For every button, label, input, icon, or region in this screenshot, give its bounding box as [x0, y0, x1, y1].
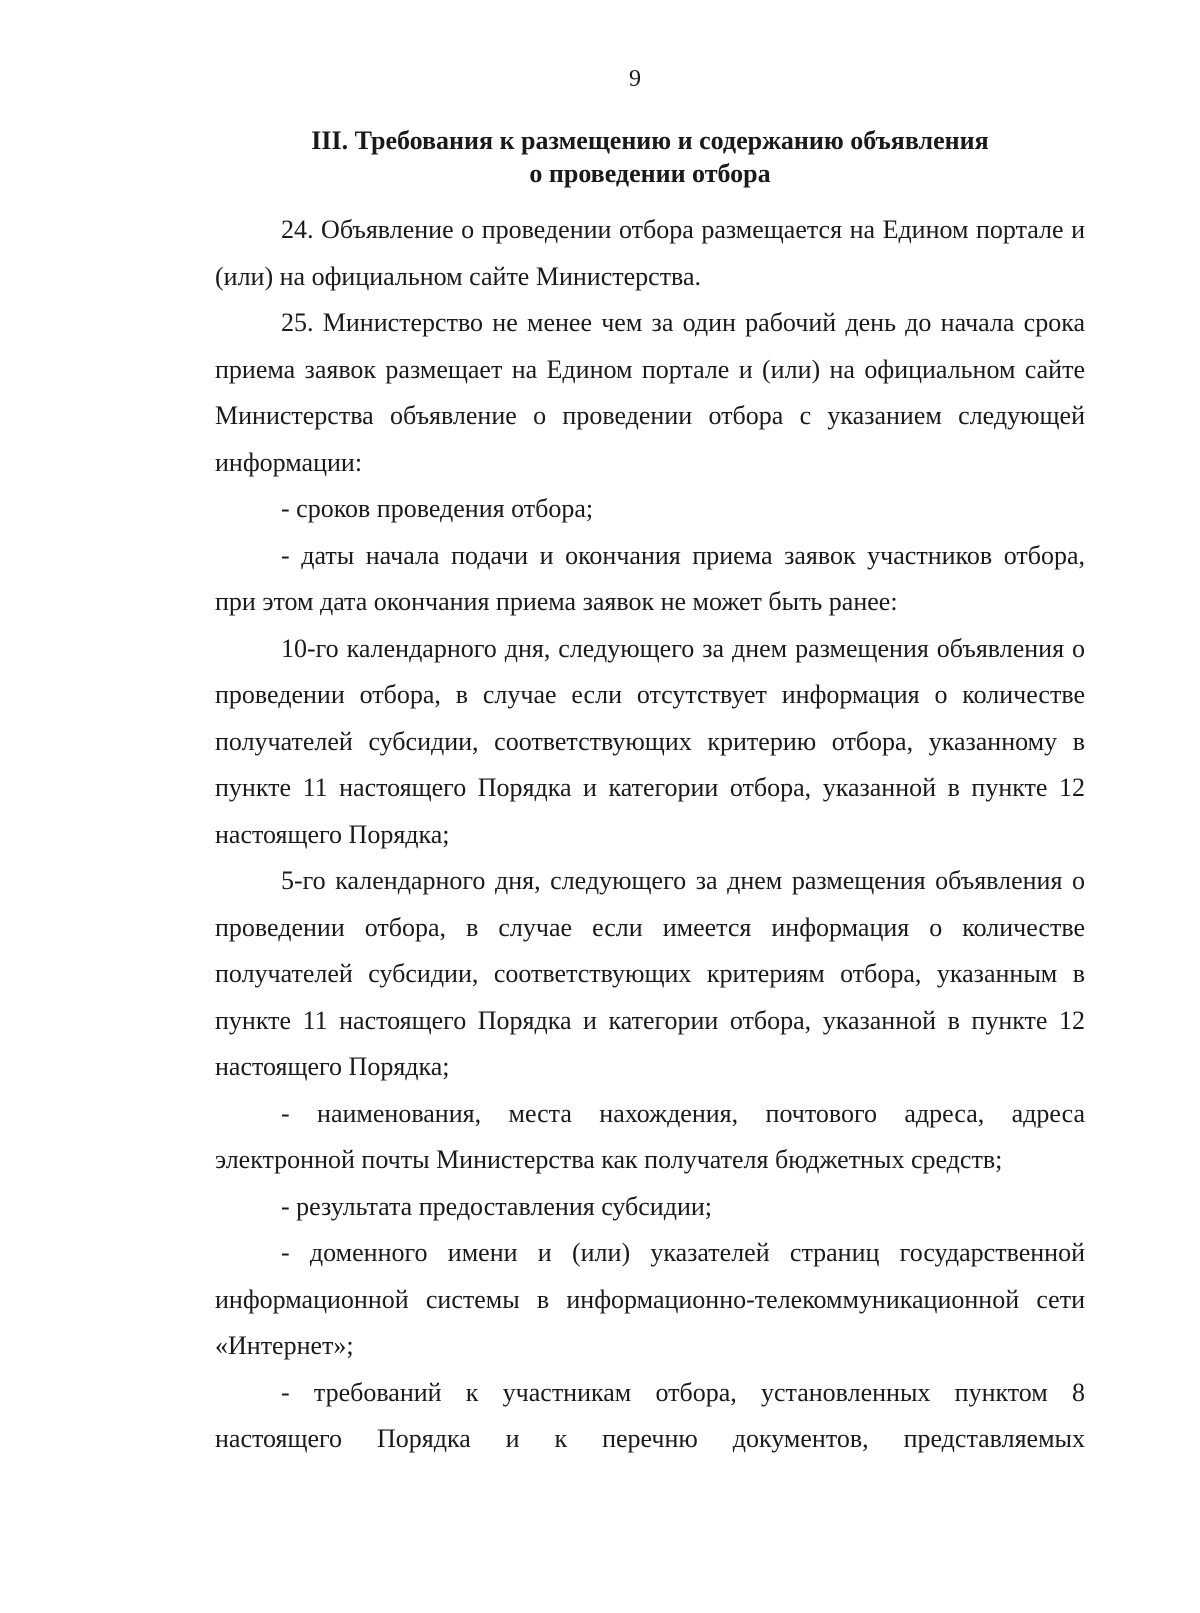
list-item-selection-period: - сроков проведения отбора; — [281, 494, 594, 523]
section-heading-line-1: III. Требования к размещению и содержанию объявления — [311, 126, 989, 155]
list-item-participant-requirements: - требований к участникам отбора, установленных пунктом 8 настоящего Порядка и к перечню документов, представляемых — [215, 1377, 1085, 1453]
sub-item-5th-day: 5-го календарного дня, следующего за днем размещения объявления о проведении отбора, в случае если имеется информация о количестве получателей субсидии, соответствующих критериям отбора, указанным в пункте 11 настоящего Порядка и категории отбора, указанной в пункте 12 настоящего Порядка; — [215, 866, 1085, 1081]
page-number: 9 — [629, 66, 641, 92]
section-heading — [215, 124, 1085, 190]
list-item-subsidy-result: - результата предоставления субсидии; — [281, 1191, 713, 1221]
sub-item-10th-day: 10-го календарного дня, следующего за днем размещения объявления о проведении отбора, в случае если отсутствует информация о количестве получателей субсидии, соответствующих критерию отбора, указанному в пункте 11 настоящего Порядка и категории отбора, указанной в пункте 12 настоящего Порядка; — [215, 633, 1085, 849]
section-heading-line-2: о проведении отбора — [529, 159, 771, 188]
list-item-application-dates: - даты начала подачи и окончания приема заявок участников отбора, при этом дата окончания приема заявок не может быть ранее: — [215, 540, 1085, 616]
document-body — [215, 207, 1085, 1463]
list-item-domain-name: - доменного имени и (или) указателей страниц государственной информационной системы в информационно-телекоммуникационной сети «Интернет»; — [215, 1238, 1085, 1360]
paragraph-25: 25. Министерство не менее чем за один рабочий день до начала срока приема заявок размещает на Едином портале и (или) на официальном сайте Министерства объявление о проведении отбора с указанием следующей информации: — [215, 308, 1085, 477]
list-item-ministry-details: - наименования, места нахождения, почтового адреса, адреса электронной почты Министерства как получателя бюджетных средств; — [215, 1098, 1085, 1174]
paragraph-24: 24. Объявление о проведении отбора размещается на Едином портале и (или) на официальном сайте Министерства. — [215, 215, 1085, 291]
